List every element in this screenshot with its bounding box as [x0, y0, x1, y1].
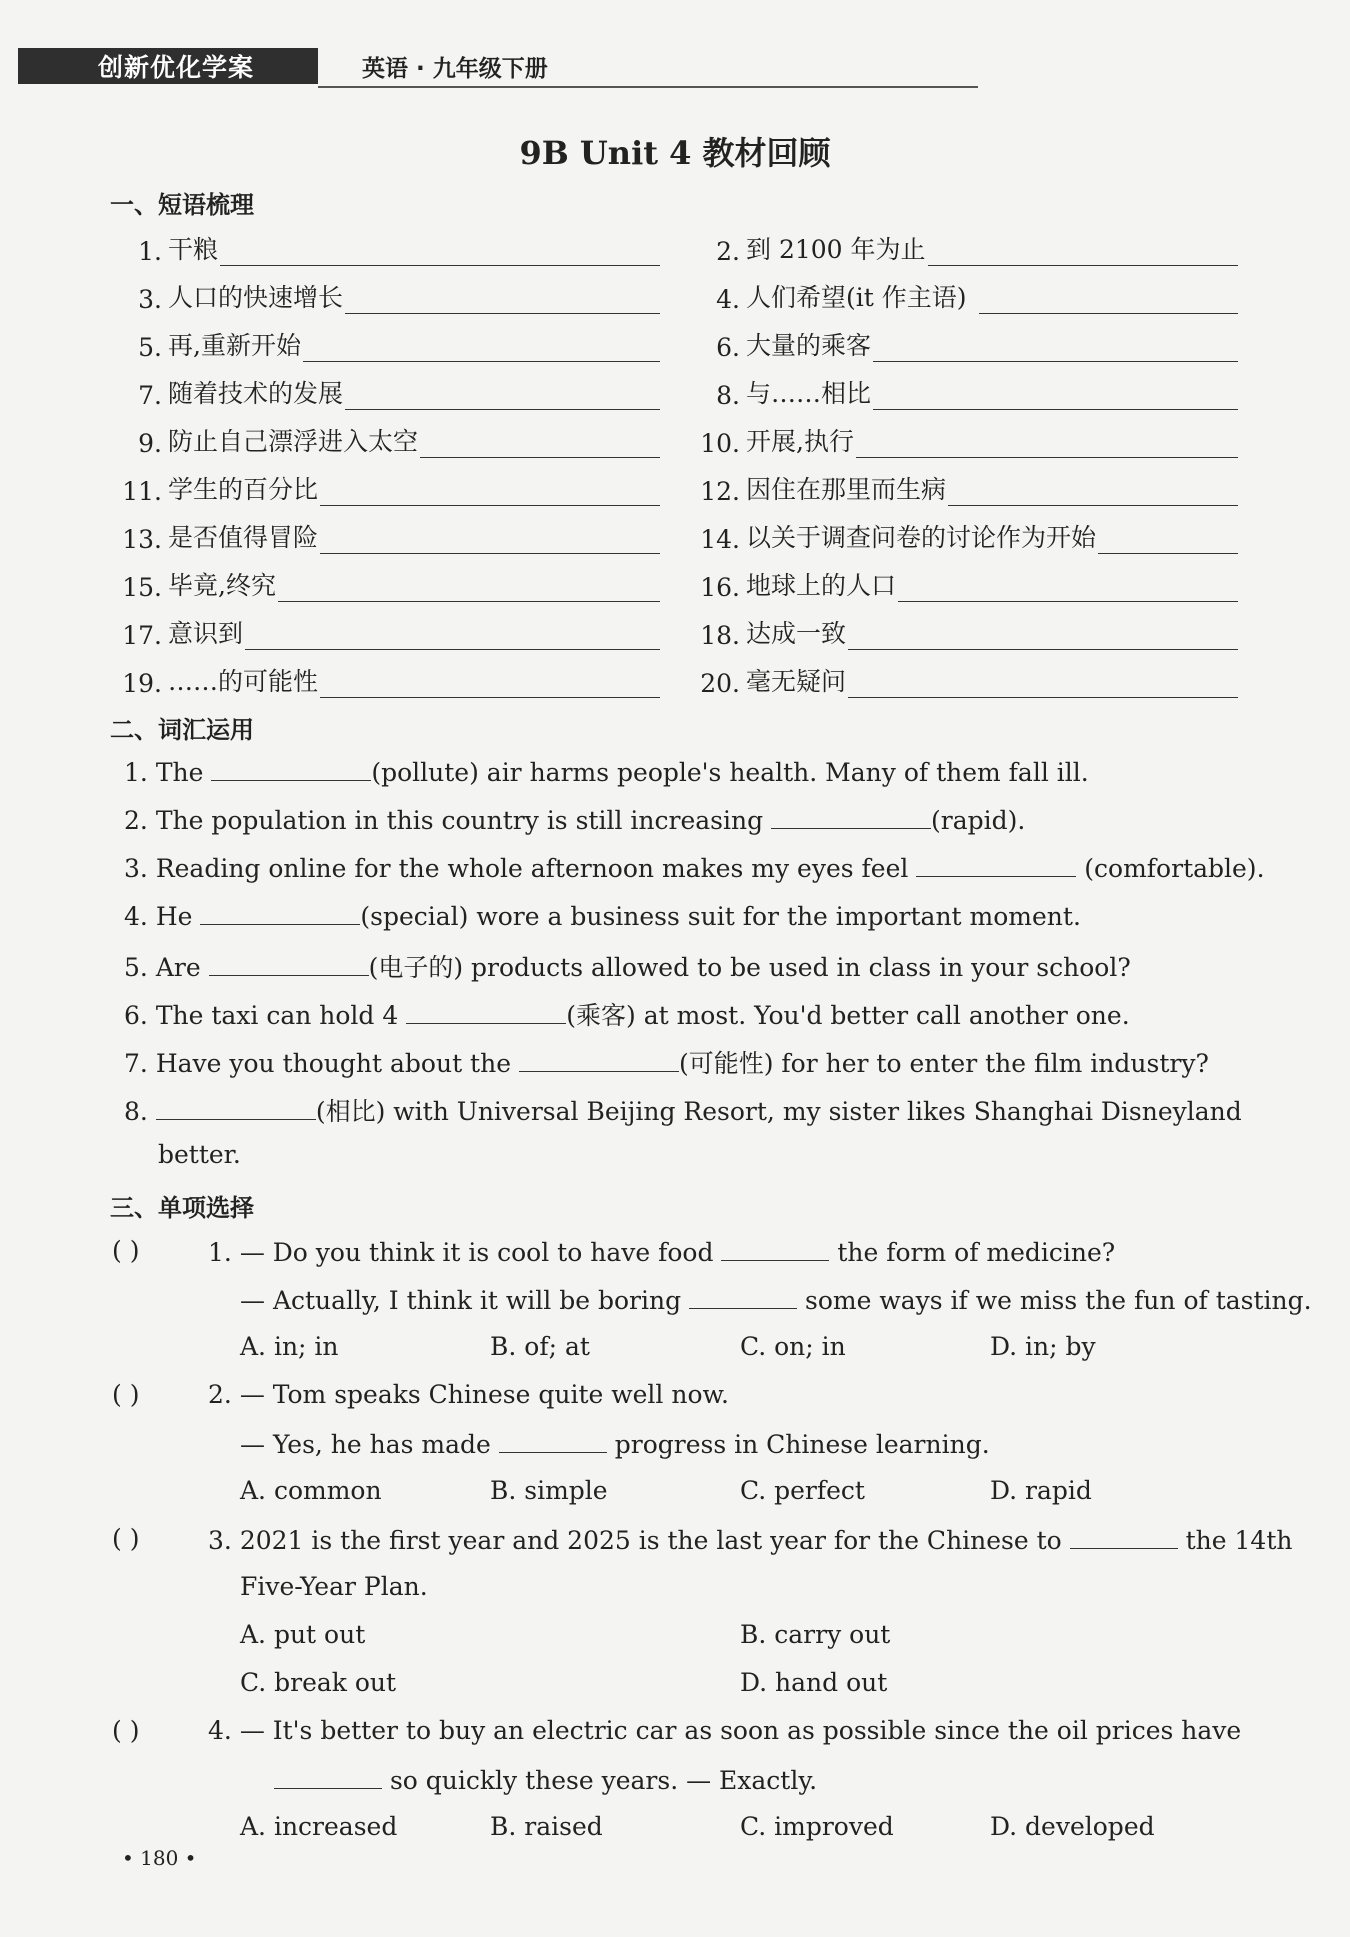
question-line: so quickly these years. — Exactly. — [274, 1764, 817, 1795]
answer-blank[interactable] — [209, 951, 369, 976]
answer-blank[interactable] — [916, 852, 1076, 877]
answer-line[interactable] — [245, 621, 660, 650]
option-b[interactable]: B. of; at — [490, 1332, 590, 1361]
phrase-item: 18. 达成一致 — [690, 610, 1238, 650]
phrase-item: 7. 随着技术的发展 — [112, 370, 660, 410]
brand-text: 创新优化学案 — [98, 53, 255, 82]
option-a[interactable]: A. common — [240, 1476, 382, 1505]
option-a[interactable]: A. increased — [240, 1812, 398, 1841]
phrase-item: 11. 学生的百分比 — [112, 466, 660, 506]
phrase-item: 13. 是否值得冒险 — [112, 514, 660, 554]
header-rule — [318, 86, 978, 88]
answer-blank[interactable] — [499, 1428, 607, 1453]
section-heading-vocabulary: 二、词汇运用 — [110, 716, 254, 744]
answer-line[interactable] — [856, 429, 1238, 458]
answer-blank[interactable] — [771, 804, 931, 829]
answer-line[interactable] — [1098, 525, 1238, 554]
answer-line[interactable] — [948, 477, 1238, 506]
vocab-item-continuation: better. — [158, 1140, 241, 1169]
answer-line[interactable] — [979, 285, 1239, 314]
answer-line[interactable] — [278, 573, 660, 602]
answer-line[interactable] — [320, 525, 660, 554]
subject-label: 英语 · 九年级下册 — [362, 56, 548, 82]
phrase-item: 3. 人口的快速增长 — [112, 274, 660, 314]
option-c[interactable]: C. break out — [240, 1668, 397, 1697]
phrase-item: 5. 再,重新开始 — [112, 322, 660, 362]
phrase-item: 15. 毕竟,终究 — [112, 562, 660, 602]
option-a[interactable]: A. put out — [240, 1620, 366, 1649]
answer-blank[interactable] — [156, 1095, 316, 1120]
vocab-item: 1. The (pollute) air harms people's health. Many of them fall ill. — [124, 758, 1089, 787]
option-d[interactable]: D. developed — [990, 1812, 1155, 1841]
vocab-item: 6. The taxi can hold 4 (乘客) at most. You'd better call another one. — [124, 1001, 1130, 1030]
phrase-item: 16. 地球上的人口 — [690, 562, 1238, 602]
answer-line[interactable] — [873, 381, 1238, 410]
answer-blank[interactable] — [274, 1764, 382, 1789]
answer-blank[interactable] — [519, 1047, 679, 1072]
answer-line[interactable] — [898, 573, 1238, 602]
section-heading-choice: 三、单项选择 — [110, 1194, 254, 1222]
section-heading-phrases: 一、短语梳理 — [110, 191, 254, 219]
option-b[interactable]: B. simple — [490, 1476, 608, 1505]
option-c[interactable]: C. improved — [740, 1812, 894, 1841]
answer-blank[interactable] — [689, 1284, 797, 1309]
answer-line[interactable] — [320, 477, 660, 506]
vocab-item: 4. He (special) wore a business suit for the important moment. — [124, 902, 1081, 931]
answer-line[interactable] — [220, 237, 660, 266]
answer-parentheses[interactable]: ( ) — [112, 1236, 140, 1265]
vocab-item: 2. The population in this country is still increasing (rapid). — [124, 806, 1026, 835]
page-title: 9B Unit 4 教材回顾 — [519, 134, 831, 172]
brand-banner — [18, 48, 318, 84]
phrase-item: 14. 以关于调查问卷的讨论作为开始 — [690, 514, 1238, 554]
question-line: 4. — It's better to buy an electric car as soon as possible since the oil prices have — [208, 1716, 1242, 1745]
option-d[interactable]: D. rapid — [990, 1476, 1092, 1505]
answer-parentheses[interactable]: ( ) — [112, 1716, 140, 1745]
answer-blank[interactable] — [1070, 1524, 1178, 1549]
phrase-item: 8. 与……相比 — [690, 370, 1238, 410]
answer-line[interactable] — [420, 429, 660, 458]
answer-line[interactable] — [928, 237, 1238, 266]
option-c[interactable]: C. on; in — [740, 1332, 846, 1361]
answer-line[interactable] — [873, 333, 1238, 362]
question-line: 1. — Do you think it is cool to have food the form of medicine? — [208, 1238, 1116, 1267]
answer-line[interactable] — [345, 381, 660, 410]
answer-line[interactable] — [303, 333, 660, 362]
phrase-item: 19. ……的可能性 — [112, 658, 660, 698]
answer-line[interactable] — [320, 669, 660, 698]
phrase-item: 17. 意识到 — [112, 610, 660, 650]
option-d[interactable]: D. hand out — [740, 1668, 888, 1697]
page-number: • 180 • — [122, 1846, 197, 1870]
answer-parentheses[interactable]: ( ) — [112, 1380, 140, 1409]
answer-blank[interactable] — [200, 900, 360, 925]
phrase-item: 10. 开展,执行 — [690, 418, 1238, 458]
answer-blank[interactable] — [406, 999, 566, 1024]
answer-blank[interactable] — [721, 1236, 829, 1261]
phrase-item: 2. 到 2100 年为止 — [690, 226, 1238, 266]
vocab-item: 8. (相比) with Universal Beijing Resort, my sister likes Shanghai Disneyland — [124, 1097, 1242, 1126]
phrase-item: 12. 因住在那里而生病 — [690, 466, 1238, 506]
answer-blank[interactable] — [211, 756, 371, 781]
option-c[interactable]: C. perfect — [740, 1476, 865, 1505]
question-line: 2. — Tom speaks Chinese quite well now. — [208, 1380, 729, 1409]
phrase-item: 1. 干粮 — [112, 226, 660, 266]
vocab-item: 7. Have you thought about the (可能性) for her to enter the film industry? — [124, 1049, 1209, 1078]
answer-line[interactable] — [848, 669, 1238, 698]
question-line: 3. 2021 is the first year and 2025 is the last year for the Chinese to the 14th — [208, 1526, 1293, 1555]
option-b[interactable]: B. raised — [490, 1812, 603, 1841]
option-b[interactable]: B. carry out — [740, 1620, 891, 1649]
question-line: — Actually, I think it will be boring some ways if we miss the fun of tasting. — [240, 1286, 1312, 1315]
phrase-item: 20. 毫无疑问 — [690, 658, 1238, 698]
phrase-item: 4. 人们希望(it 作主语) — [690, 274, 1238, 314]
answer-line[interactable] — [848, 621, 1238, 650]
question-line: Five-Year Plan. — [240, 1572, 428, 1601]
answer-line[interactable] — [345, 285, 660, 314]
vocab-item: 3. Reading online for the whole afternoon makes my eyes feel (comfortable). — [124, 854, 1265, 883]
option-d[interactable]: D. in; by — [990, 1332, 1096, 1361]
question-line: — Yes, he has made progress in Chinese learning. — [240, 1430, 990, 1459]
answer-parentheses[interactable]: ( ) — [112, 1524, 140, 1553]
vocab-item: 5. Are (电子的) products allowed to be used in class in your school? — [124, 953, 1131, 982]
option-a[interactable]: A. in; in — [240, 1332, 339, 1361]
phrase-item: 9. 防止自己漂浮进入太空 — [112, 418, 660, 458]
phrase-item: 6. 大量的乘客 — [690, 322, 1238, 362]
